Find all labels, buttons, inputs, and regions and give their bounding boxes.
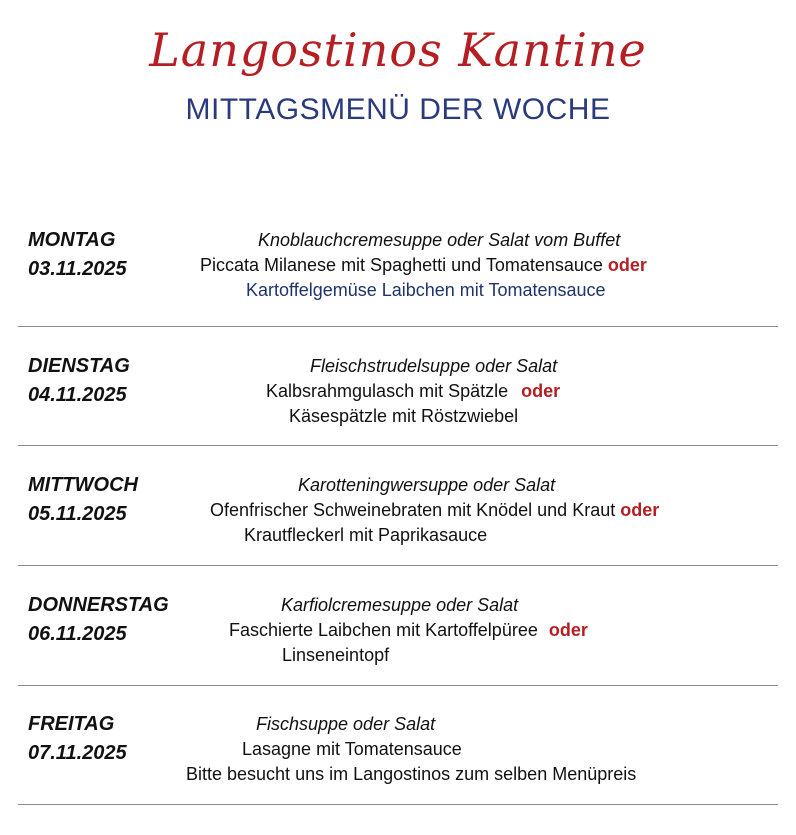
- divider: [18, 804, 778, 805]
- day-name: FREITAG: [28, 713, 115, 735]
- day-date: 05.11.2025: [28, 503, 127, 525]
- main-dish-line: [266, 379, 560, 403]
- oder-connector: oder: [620, 500, 660, 520]
- day-date: 03.11.2025: [28, 258, 127, 280]
- divider: [18, 565, 778, 566]
- main-dish-line: Lasagne mit Tomatensauce: [242, 739, 462, 759]
- soup-line: Karfiolcremesuppe oder Salat: [281, 595, 519, 615]
- main-dish: Faschierte Laibchen mit Kartoffelpüree: [229, 620, 538, 640]
- alt-dish-line: Käsespätzle mit Röstzwiebel: [289, 406, 519, 426]
- brand-title: Langostinos Kantine: [149, 23, 647, 77]
- divider: [18, 445, 778, 446]
- main-dish-line: [229, 618, 588, 642]
- alt-dish-line: Kartoffelgemüse Laibchen mit Tomatensauce: [246, 280, 606, 300]
- oder-connector: oder: [548, 620, 588, 640]
- soup-line: Knoblauchcremesuppe oder Salat vom Buffet: [258, 230, 621, 250]
- day-label-monday: [28, 226, 127, 284]
- day-name: DIENSTAG: [28, 355, 130, 377]
- main-dish: Kalbsrahmgulasch mit Spätzle: [266, 381, 509, 401]
- day-label-tuesday: [28, 352, 130, 410]
- soup-line: Fleischstrudelsuppe oder Salat: [310, 356, 558, 376]
- day-date: 06.11.2025: [28, 623, 127, 645]
- day-date: 04.11.2025: [28, 384, 127, 406]
- note-line: Bitte besucht uns im Langostinos zum selben Menüpreis: [186, 764, 637, 784]
- alt-dish-line: Krautfleckerl mit Paprikasauce: [244, 525, 488, 545]
- soup-line: Fischsuppe oder Salat: [256, 714, 436, 734]
- main-dish-line: [210, 498, 659, 522]
- day-label-thursday: [28, 591, 169, 649]
- day-name: MONTAG: [28, 229, 116, 251]
- soup-line: Karotteningwersuppe oder Salat: [298, 475, 556, 495]
- day-name: MITTWOCH: [28, 474, 138, 496]
- page-title: MITTAGSMENÜ DER WOCHE: [185, 93, 611, 126]
- oder-connector: oder: [607, 255, 647, 275]
- divider: [18, 326, 778, 327]
- divider: [18, 685, 778, 686]
- alt-dish-line: Linseneintopf: [282, 645, 390, 665]
- oder-connector: oder: [521, 381, 561, 401]
- day-label-friday: [28, 710, 127, 768]
- day-date: 07.11.2025: [28, 742, 127, 764]
- main-dish: Piccata Milanese mit Spaghetti und Tomatensauce: [200, 255, 603, 275]
- day-label-wednesday: [28, 471, 138, 529]
- day-name: DONNERSTAG: [28, 594, 169, 616]
- main-dish-line: [200, 253, 647, 277]
- main-dish: Ofenfrischer Schweinebraten mit Knödel und Kraut: [210, 500, 616, 520]
